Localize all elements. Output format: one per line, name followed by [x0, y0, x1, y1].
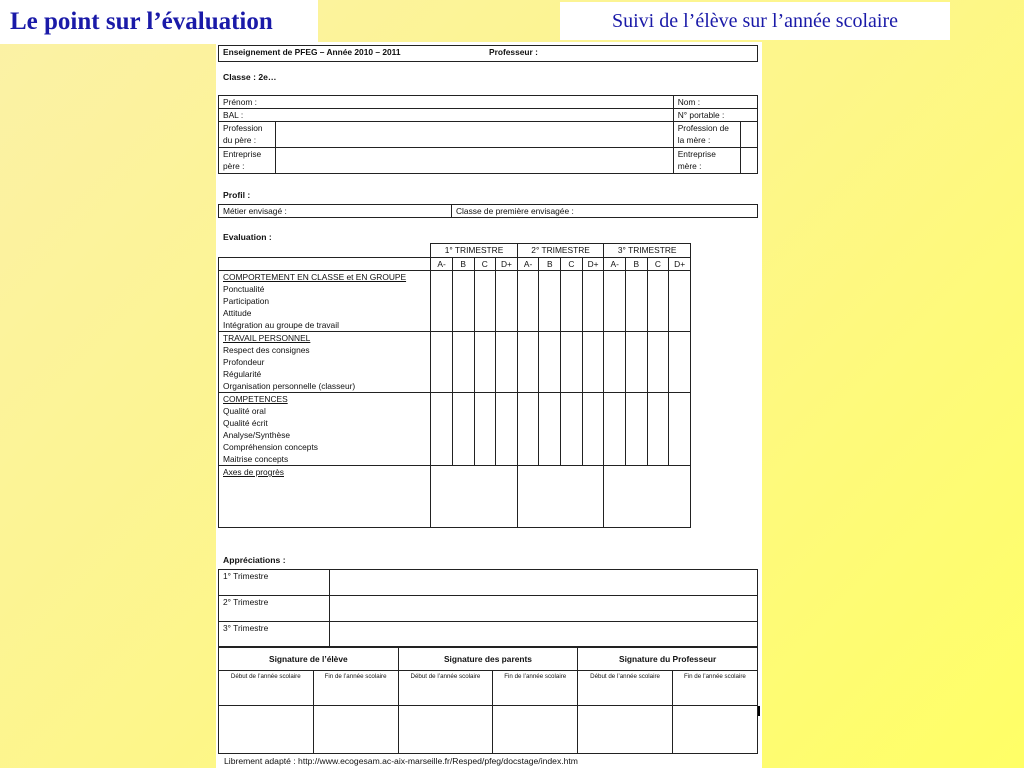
appreciations-table	[218, 569, 758, 648]
debut-label: Début de l’année scolaire	[398, 671, 493, 706]
grade-cell[interactable]	[452, 271, 474, 332]
profession-mere-cell: Profession de la mère :	[673, 122, 740, 148]
trimestre-header: 1° TRIMESTRE	[431, 244, 518, 258]
criterion-item: Maitrise concepts	[223, 454, 289, 464]
appreciation-cell[interactable]	[330, 622, 758, 648]
page-subtitle: Suivi de l’élève sur l’année scolaire	[612, 9, 898, 32]
grade-cell[interactable]	[604, 393, 626, 466]
signature-header-row	[219, 647, 758, 671]
axes-row	[219, 466, 691, 528]
profession-mere-value[interactable]	[740, 122, 757, 148]
classe-label: Classe : 2e…	[223, 72, 277, 82]
side-mark	[758, 706, 760, 716]
evaluation-table	[218, 243, 691, 528]
evaluation-section-row	[219, 332, 691, 393]
grade-cell[interactable]	[539, 332, 561, 393]
signature-box[interactable]	[493, 706, 578, 754]
title-banner	[0, 0, 318, 44]
enseignement-cell: Enseignement de PFEG – Année 2010 – 2011	[219, 46, 486, 62]
grade-cell[interactable]	[647, 271, 669, 332]
fin-label: Fin de l’année scolaire	[672, 671, 757, 706]
profession-pere-cell: Profession du père :	[219, 122, 276, 148]
grade-cell[interactable]	[561, 271, 583, 332]
criterion-item: Qualité oral	[223, 406, 266, 416]
grade-header: A-	[431, 258, 453, 271]
criterion-item: Compréhension concepts	[223, 442, 318, 452]
appreciations-label: Appréciations :	[223, 555, 286, 565]
page-title: Le point sur l’évaluation	[10, 8, 273, 35]
eval-corner-2	[219, 258, 431, 271]
criterion-item: Attitude	[223, 308, 252, 318]
signatures-table	[218, 646, 758, 754]
grade-cell[interactable]	[647, 393, 669, 466]
grade-header: D+	[582, 258, 604, 271]
grade-header: A-	[604, 258, 626, 271]
evaluation-sheet	[216, 42, 762, 768]
grade-cell[interactable]	[452, 332, 474, 393]
grade-header: B	[452, 258, 474, 271]
signature-box[interactable]	[578, 706, 673, 754]
grade-cell[interactable]	[669, 271, 691, 332]
fin-label: Fin de l’année scolaire	[493, 671, 578, 706]
grade-cell[interactable]	[474, 332, 496, 393]
section-heading: COMPETENCES	[223, 394, 288, 404]
grade-cell[interactable]	[496, 393, 518, 466]
signature-period-row	[219, 671, 758, 706]
nom-cell: Nom :	[673, 96, 757, 109]
grade-cell[interactable]	[626, 393, 648, 466]
entreprise-pere-value[interactable]	[276, 148, 674, 174]
section-criteria	[219, 271, 431, 332]
section-criteria	[219, 332, 431, 393]
grade-cell[interactable]	[626, 332, 648, 393]
grade-cell[interactable]	[539, 393, 561, 466]
grade-cell[interactable]	[474, 271, 496, 332]
appreciation-cell[interactable]	[330, 570, 758, 596]
grade-cell[interactable]	[452, 393, 474, 466]
trimestre-header: 3° TRIMESTRE	[604, 244, 691, 258]
grade-cell[interactable]	[539, 271, 561, 332]
criterion-item: Analyse/Synthèse	[223, 430, 291, 440]
grade-cell[interactable]	[496, 271, 518, 332]
signature-box[interactable]	[313, 706, 398, 754]
section-heading: COMPORTEMENT EN CLASSE et EN GROUPE	[223, 272, 407, 282]
grade-cell[interactable]	[604, 271, 626, 332]
evaluation-section-row	[219, 393, 691, 466]
entreprise-mere-value[interactable]	[740, 148, 757, 174]
debut-label: Début de l’année scolaire	[578, 671, 673, 706]
evaluation-section-row	[219, 271, 691, 332]
criterion-item: Organisation personnelle (classeur)	[223, 381, 356, 391]
criterion-item: Ponctualité	[223, 284, 265, 294]
grade-cell[interactable]	[561, 332, 583, 393]
appreciation-label: 2° Trimestre	[219, 596, 330, 622]
grade-header: B	[626, 258, 648, 271]
axes-cell[interactable]	[431, 466, 518, 528]
grade-cell[interactable]	[582, 271, 604, 332]
grade-cell[interactable]	[431, 393, 453, 466]
grade-cell[interactable]	[517, 271, 539, 332]
appreciation-row	[219, 570, 758, 596]
footer-source: Librement adapté : http://www.ecogesam.ac-aix-marseille.fr/Resped/pfeg/docstage/index.htm	[224, 756, 578, 766]
criterion-item: Profondeur	[223, 357, 265, 367]
grade-header: C	[647, 258, 669, 271]
appreciation-cell[interactable]	[330, 596, 758, 622]
entreprise-pere-cell: Entreprise père :	[219, 148, 276, 174]
criterion-item: Respect des consignes	[223, 345, 310, 355]
signature-box[interactable]	[672, 706, 757, 754]
bal-cell: BAL :	[219, 109, 674, 122]
appreciation-row	[219, 622, 758, 648]
signature-header: Signature du Professeur	[578, 647, 758, 671]
signature-header: Signature de l’élève	[219, 647, 399, 671]
grade-cell[interactable]	[561, 393, 583, 466]
signature-box[interactable]	[398, 706, 493, 754]
debut-label: Début de l’année scolaire	[219, 671, 314, 706]
grade-cell[interactable]	[669, 393, 691, 466]
grade-cell[interactable]	[582, 332, 604, 393]
axes-cell[interactable]	[517, 466, 604, 528]
grade-header: D+	[669, 258, 691, 271]
grade-cell[interactable]	[496, 332, 518, 393]
grade-cell[interactable]	[474, 393, 496, 466]
prenom-cell: Prénom :	[219, 96, 674, 109]
entreprise-mere-cell: Entreprise mère :	[673, 148, 740, 174]
grade-cell[interactable]	[582, 393, 604, 466]
grade-cell[interactable]	[669, 332, 691, 393]
grade-header: D+	[496, 258, 518, 271]
signature-header: Signature des parents	[398, 647, 578, 671]
grade-cell[interactable]	[626, 271, 648, 332]
subtitle-banner	[560, 2, 950, 40]
portable-cell: N° portable :	[673, 109, 757, 122]
fin-label: Fin de l’année scolaire	[313, 671, 398, 706]
grade-header: B	[539, 258, 561, 271]
professeur-cell: Professeur :	[485, 46, 758, 62]
criterion-item: Qualité écrit	[223, 418, 268, 428]
signature-box[interactable]	[219, 706, 314, 754]
grade-cell[interactable]	[517, 332, 539, 393]
grade-cell[interactable]	[604, 332, 626, 393]
axes-label: Axes de progrès	[219, 466, 431, 528]
signature-box-row	[219, 706, 758, 754]
header-table	[218, 45, 758, 62]
appreciation-label: 1° Trimestre	[219, 570, 330, 596]
trimestre-header: 2° TRIMESTRE	[517, 244, 604, 258]
criterion-item: Intégration au groupe de travail	[223, 320, 339, 330]
eval-corner	[219, 244, 431, 258]
grade-cell[interactable]	[647, 332, 669, 393]
grade-cell[interactable]	[431, 271, 453, 332]
identity-table	[218, 95, 758, 174]
grade-header: C	[474, 258, 496, 271]
profil-table	[218, 204, 758, 218]
section-criteria	[219, 393, 431, 466]
appreciation-row	[219, 596, 758, 622]
grade-header: C	[561, 258, 583, 271]
grade-header: A-	[517, 258, 539, 271]
grade-cell[interactable]	[517, 393, 539, 466]
grade-cell[interactable]	[431, 332, 453, 393]
axes-cell[interactable]	[604, 466, 691, 528]
evaluation-label: Evaluation :	[223, 232, 272, 242]
profession-pere-value[interactable]	[276, 122, 674, 148]
appreciation-label: 3° Trimestre	[219, 622, 330, 648]
classe-premiere-cell: Classe de première envisagée :	[452, 205, 758, 218]
criterion-item: Régularité	[223, 369, 262, 379]
criterion-item: Participation	[223, 296, 270, 306]
profil-label: Profil :	[223, 190, 251, 200]
metier-cell: Métier envisagé :	[219, 205, 452, 218]
section-heading: TRAVAIL PERSONNEL	[223, 333, 311, 343]
